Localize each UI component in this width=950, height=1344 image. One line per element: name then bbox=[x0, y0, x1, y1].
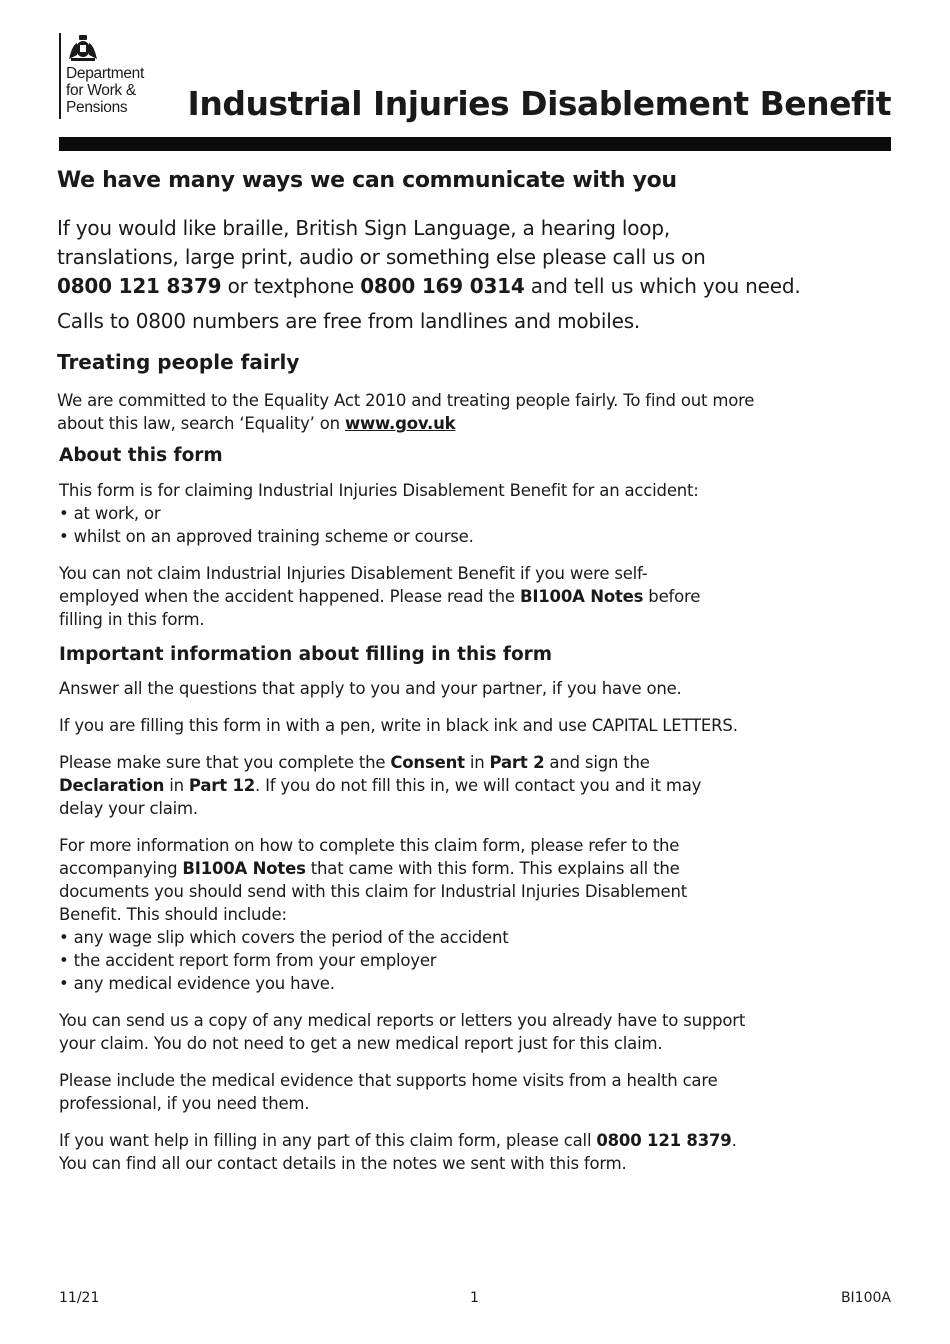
calls-free-note: Calls to 0800 numbers are free from landlines and mobiles. bbox=[57, 309, 641, 333]
royal-crest-icon bbox=[65, 33, 101, 61]
footer-date: 11/21 bbox=[59, 1290, 100, 1306]
about-heading: About this form bbox=[59, 445, 223, 466]
gov-uk-link[interactable]: www.gov.uk bbox=[344, 414, 456, 433]
important-paragraph-5: You can send us a copy of any medical reports or letters you already have to support your claim. You do not need to get a new medical report just for this claim. bbox=[59, 1011, 746, 1053]
dwp-logo bbox=[59, 33, 179, 121]
important-paragraph-4: For more information on how to complete this claim form, please refer to the accompanying BI100A Notes that came with this form. This explains all the documents you should send with this claim for Industrial Injuries Disablement Benefit. This should include: bbox=[59, 836, 688, 924]
list-item: • the accident report form from your employer bbox=[59, 949, 779, 972]
important-paragraph-2: If you are filling this form in with a pen, write in black ink and use CAPITAL LETTERS. bbox=[59, 716, 738, 735]
important-section bbox=[59, 677, 779, 1175]
list-item: • any medical evidence you have. bbox=[59, 972, 779, 995]
important-paragraph-1: Answer all the questions that apply to you and your partner, if you have one. bbox=[59, 679, 682, 698]
important-heading: Important information about filling in this form bbox=[59, 644, 553, 665]
textphone-number: 0800 169 0314 bbox=[360, 274, 525, 298]
important-paragraph-7: If you want help in filling in any part of this claim form, please call 0800 121 8379. You can find all our contact details in the notes we sent with this form. bbox=[59, 1131, 737, 1173]
communicate-paragraph: If you would like braille, British Sign Language, a hearing loop, translations, large print, audio or something else please call us on 0800 121 8379 or textphone 0800 169 0314 and tell us which you need. bbox=[57, 216, 801, 298]
communicate-section bbox=[57, 214, 857, 342]
list-item: • whilst on an approved training scheme or course. bbox=[59, 525, 759, 548]
fairly-paragraph: We are committed to the Equality Act 2010 and treating people fairly. To find out more about this law, search ‘Equality’ on www.gov.uk bbox=[57, 391, 755, 433]
communicate-heading: We have many ways we can communicate with you bbox=[57, 168, 677, 193]
important-paragraph-6: Please include the medical evidence that supports home visits from a health care professional, if you need them. bbox=[59, 1071, 718, 1113]
department-name: Department for Work & Pensions bbox=[66, 65, 144, 116]
about-section: This form is for claiming Industrial Injuries Disablement Benefit for an accident: • at work, or • whilst on an approved training scheme or course. You can not claim Industrial Injuries Disablement Benefit if you were self-employed when the accident happened. Please read the BI100A Notes before filling in this form. bbox=[59, 479, 759, 631]
form-title: Industrial Injuries Disablement Benefit bbox=[187, 84, 891, 123]
documents-list bbox=[59, 926, 779, 995]
important-paragraph-3: Please make sure that you complete the Consent in Part 2 and sign the Declaration in Part 12. If you do not fill this in, we will contact you and it may delay your claim. bbox=[59, 753, 702, 818]
header-divider bbox=[59, 137, 891, 151]
phone-number: 0800 121 8379 bbox=[57, 274, 222, 298]
about-paragraph-2: You can not claim Industrial Injuries Disablement Benefit if you were self-employed when the accident happened. Please read the BI100A Notes before filling in this form. bbox=[59, 564, 701, 629]
logo-rule bbox=[59, 33, 61, 119]
about-list bbox=[59, 502, 759, 548]
footer-page-number: 1 bbox=[470, 1290, 479, 1306]
list-item: • any wage slip which covers the period of the accident bbox=[59, 926, 779, 949]
fairly-heading: Treating people fairly bbox=[57, 350, 300, 374]
list-item: • at work, or bbox=[59, 502, 759, 525]
footer-form-code: BI100A bbox=[840, 1290, 891, 1306]
help-phone-number: 0800 121 8379 bbox=[596, 1131, 732, 1150]
